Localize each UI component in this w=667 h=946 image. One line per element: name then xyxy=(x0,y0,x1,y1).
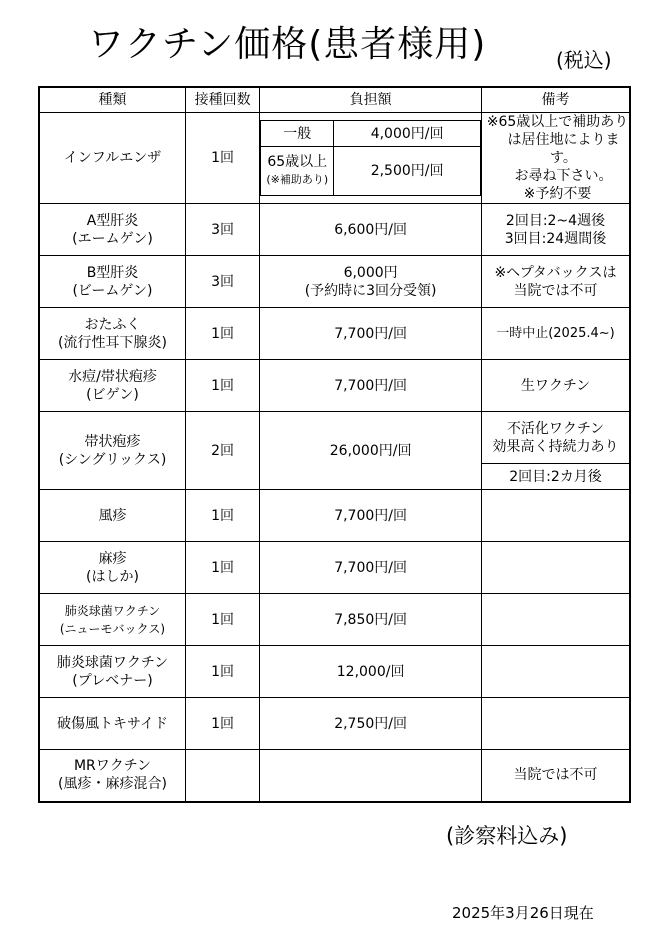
vaccine-name: インフルエンザ xyxy=(39,113,185,204)
table-row-shingrix xyxy=(39,412,630,464)
table-row xyxy=(39,594,630,646)
table-row xyxy=(39,360,630,412)
senior-label: 65歳以上 xyxy=(267,154,328,170)
price: 7,700円/回 xyxy=(260,542,482,594)
price: 7,700円/回 xyxy=(260,490,482,542)
senior-label-cell xyxy=(261,147,334,196)
dose-count: 1回 xyxy=(185,594,259,646)
general-label: 一般 xyxy=(261,121,334,147)
vaccine-name: A型肝炎 (エームゲン) xyxy=(39,204,185,256)
price: 12,000/回 xyxy=(260,646,482,698)
notes xyxy=(481,698,630,750)
price: 6,000円 (予約時に3回分受領) xyxy=(260,256,482,308)
dose-count: 1回 xyxy=(185,113,259,204)
table-row xyxy=(39,308,630,360)
price: 26,000円/回 xyxy=(260,412,482,490)
vaccine-name: MRワクチン (風疹・麻疹混合) xyxy=(39,750,185,802)
table-header-row xyxy=(39,87,630,113)
price: 7,700円/回 xyxy=(260,308,482,360)
dose-count: 1回 xyxy=(185,490,259,542)
notes: 生ワクチン xyxy=(481,360,630,412)
senior-price: 2,500円/回 xyxy=(334,147,481,196)
vaccine-name: B型肝炎 (ビームゲン) xyxy=(39,256,185,308)
tax-included-note: (税込) xyxy=(556,48,612,72)
vaccine-name: 破傷風トキサイド xyxy=(39,698,185,750)
vaccine-name: 肺炎球菌ワクチン (ニューモバックス) xyxy=(39,594,185,646)
page-title: ワクチン価格(患者様用) xyxy=(88,24,487,65)
dose-count: 3回 xyxy=(185,204,259,256)
note-line: ※65歳以上で補助あり xyxy=(486,114,629,130)
header-notes: 備考 xyxy=(481,87,630,113)
vaccine-name: 麻疹 (はしか) xyxy=(39,542,185,594)
table-row xyxy=(39,204,630,256)
dose-count: 1回 xyxy=(185,542,259,594)
dose-count: 1回 xyxy=(185,360,259,412)
header-price: 負担額 xyxy=(260,87,482,113)
vaccine-name: おたふく (流行性耳下腺炎) xyxy=(39,308,185,360)
header-type: 種類 xyxy=(39,87,185,113)
vaccine-price-table xyxy=(38,86,631,803)
general-price: 4,000円/回 xyxy=(334,121,481,147)
notes: 当院では不可 xyxy=(481,750,630,802)
notes: 不活化ワクチン 効果高く持続力あり xyxy=(481,412,630,464)
price: 7,850円/回 xyxy=(260,594,482,646)
price: 6,600円/回 xyxy=(260,204,482,256)
notes: 一時中止(2025.4~) xyxy=(481,308,630,360)
influenza-price-cell xyxy=(260,113,482,204)
notes xyxy=(481,542,630,594)
vaccine-name: 水痘/帯状疱疹 (ビゲン) xyxy=(39,360,185,412)
notes-second-dose: 2回目:2カ月後 xyxy=(481,464,630,490)
vaccine-name: 帯状疱疹 (シングリックス) xyxy=(39,412,185,490)
influenza-notes xyxy=(481,113,630,204)
table-row xyxy=(39,256,630,308)
notes xyxy=(481,646,630,698)
dose-count: 1回 xyxy=(185,308,259,360)
table-row xyxy=(39,646,630,698)
table-row xyxy=(39,542,630,594)
price: 2,750円/回 xyxy=(260,698,482,750)
vaccine-name: 風疹 xyxy=(39,490,185,542)
price: 7,700円/回 xyxy=(260,360,482,412)
notes xyxy=(481,594,630,646)
table-row xyxy=(39,490,630,542)
dose-count: 1回 xyxy=(185,698,259,750)
table-row xyxy=(39,750,630,802)
header-doses: 接種回数 xyxy=(185,87,259,113)
dose-count xyxy=(185,750,259,802)
consultation-fee-note: (診察料込み) xyxy=(446,824,568,848)
note-line: ※予約不要 xyxy=(523,186,592,202)
notes: 2回目:2~4週後 3回目:24週間後 xyxy=(481,204,630,256)
dose-count: 2回 xyxy=(185,412,259,490)
senior-subsidy-note: (※補助あり) xyxy=(266,173,329,186)
table-row-influenza xyxy=(39,113,630,204)
note-line: お尋ね下さい。 xyxy=(514,168,613,184)
dose-count: 1回 xyxy=(185,646,259,698)
dose-count: 3回 xyxy=(185,256,259,308)
as-of-date: 2025年3月26日現在 xyxy=(452,904,594,922)
table-row xyxy=(39,698,630,750)
price xyxy=(260,750,482,802)
notes: ※ヘプタバックスは 当院では不可 xyxy=(481,256,630,308)
influenza-price-breakdown xyxy=(260,120,481,196)
note-line: は居住地によります。 xyxy=(507,132,620,166)
notes xyxy=(481,490,630,542)
vaccine-name: 肺炎球菌ワクチン (プレベナー) xyxy=(39,646,185,698)
